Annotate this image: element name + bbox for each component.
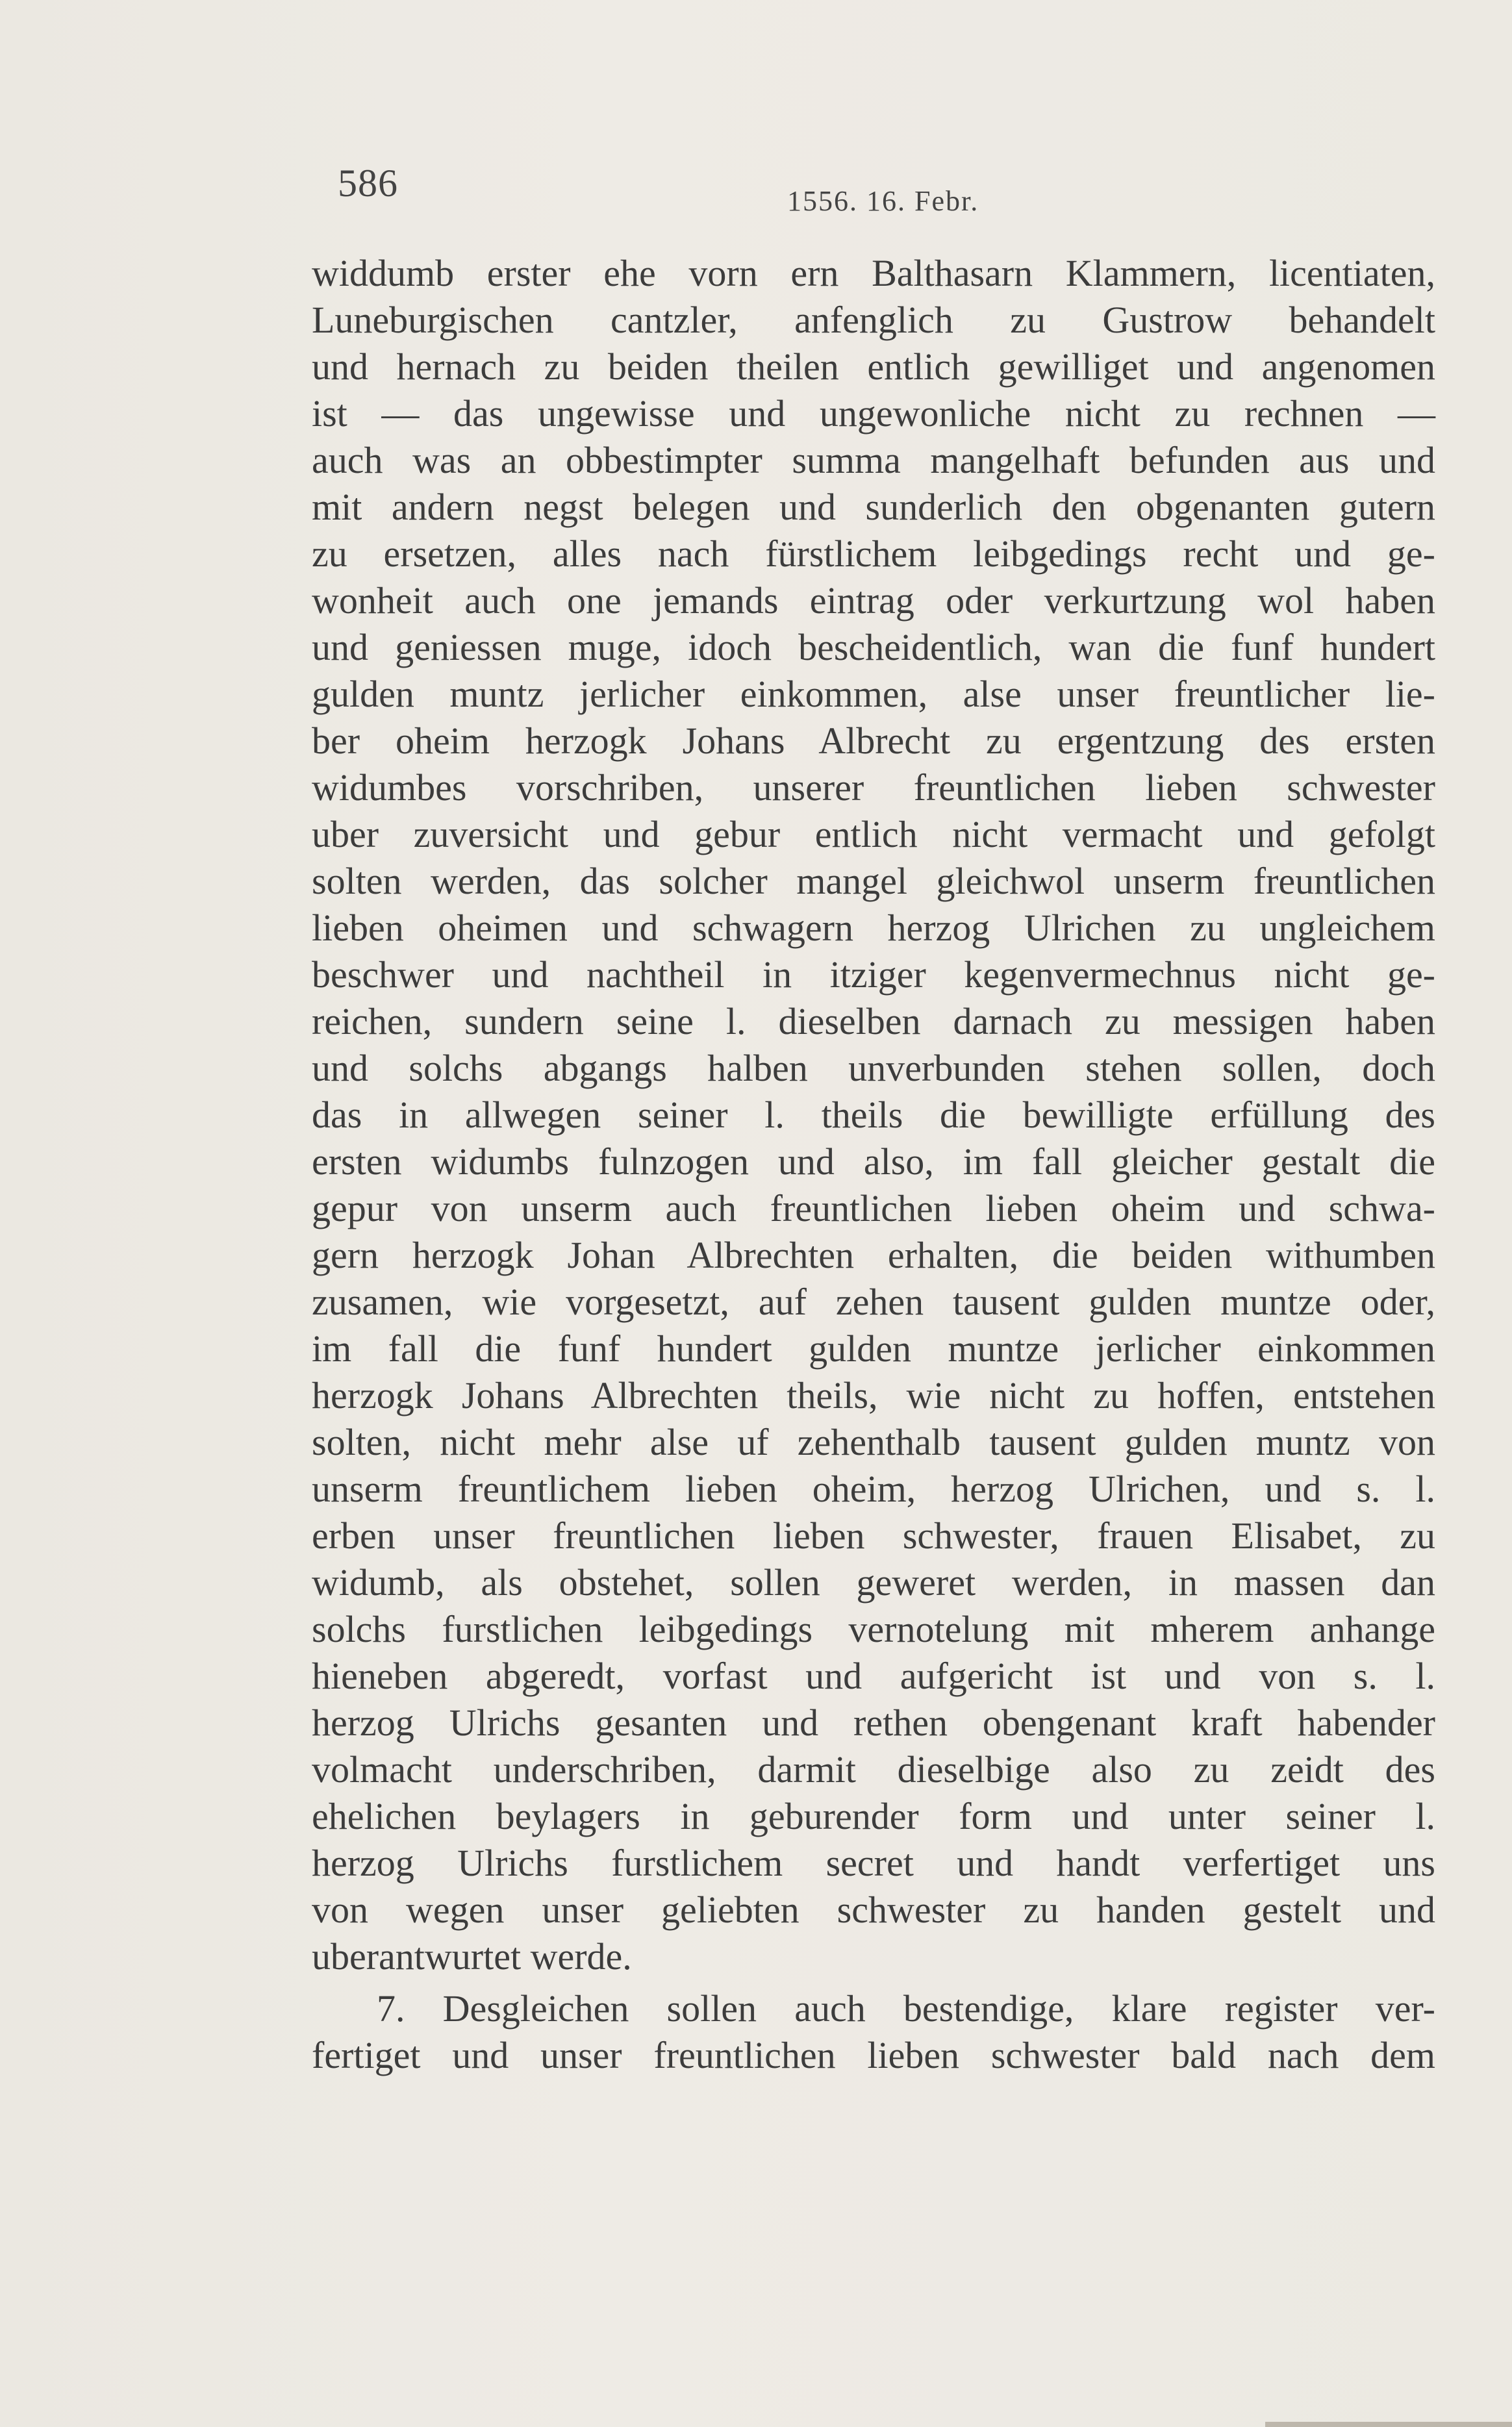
text-line: mit andern negst belegen und sunderlich den obgenanten gutern — [312, 486, 1435, 528]
text-line: widdumb erster ehe vorn ern Balthasarn Klammern, licentiaten, — [312, 252, 1435, 294]
text-line: und solchs abgangs halben unverbunden stehen sollen, doch — [312, 1047, 1435, 1089]
text-line: von wegen unser geliebten schwester zu handen gestelt und — [312, 1889, 1435, 1931]
text-line: beschwer und nachtheil in itziger kegenvermechnus nicht ge- — [312, 953, 1435, 996]
text-line: solten, nicht mehr alse uf zehenthalb tausent gulden muntz von — [312, 1421, 1435, 1463]
page-edge-shadow — [1265, 2422, 1512, 2427]
text-line: ersten widumbs fulnzogen und also, im fall gleicher gestalt die — [312, 1140, 1435, 1183]
text-line: herzog Ulrichs furstlichem secret und handt verfertiget uns — [312, 1842, 1435, 1884]
paragraph-start-line: 7. Desgleichen sollen auch bestendige, klare register ver- — [377, 1987, 1435, 2030]
text-line: lieben oheimen und schwagern herzog Ulrichen zu ungleichem — [312, 907, 1435, 949]
text-line: gern herzogk Johan Albrechten erhalten, die beiden withumben — [312, 1234, 1435, 1276]
text-line: im fall die funf hundert gulden muntze jerlicher einkommen — [312, 1327, 1435, 1370]
text-line: das in allwegen seiner l. theils die bewilligte erfüllung des — [312, 1094, 1435, 1136]
text-line: uberantwurtet werde. — [312, 1935, 632, 1978]
text-line: gepur von unserm auch freuntlichen lieben oheim und schwa- — [312, 1187, 1435, 1229]
text-line: ber oheim herzogk Johans Albrecht zu ergentzung des ersten — [312, 720, 1435, 762]
text-line: widumbes vorschriben, unserer freuntlichen lieben schwester — [312, 766, 1435, 809]
text-line: ist — das ungewisse und ungewonliche nicht zu rechnen — — [312, 392, 1435, 434]
page-number: 586 — [338, 162, 398, 205]
text-line: wonheit auch one jemands eintrag oder verkurtzung wol haben — [312, 579, 1435, 622]
text-line: zusamen, wie vorgesetzt, auf zehen tausent gulden muntze oder, — [312, 1281, 1435, 1323]
text-line: herzog Ulrichs gesanten und rethen obengenant kraft habender — [312, 1702, 1435, 1744]
running-head-date: 1556. 16. Febr. — [787, 185, 979, 217]
text-line: fertiget und unser freuntlichen lieben schwester bald nach dem — [312, 2034, 1435, 2076]
text-line: solchs furstlichen leibgedings vernotelung mit mherem anhange — [312, 1608, 1435, 1650]
text-line: auch was an obbestimpter summa mangelhaft befunden aus und — [312, 439, 1435, 481]
text-line: hieneben abgeredt, vorfast und aufgericht ist und von s. l. — [312, 1655, 1435, 1697]
text-line: und hernach zu beiden theilen entlich gewilliget und angenomen — [312, 346, 1435, 388]
text-line: widumb, als obstehet, sollen geweret werden, in massen dan — [312, 1561, 1435, 1603]
text-line: gulden muntz jerlicher einkommen, alse unser freuntlicher lie- — [312, 673, 1435, 715]
text-line: solten werden, das solcher mangel gleichwol unserm freuntlichen — [312, 860, 1435, 902]
text-line: Luneburgischen cantzler, anfenglich zu Gustrow behandelt — [312, 299, 1435, 341]
text-line: uber zuversicht und gebur entlich nicht vermacht und gefolgt — [312, 813, 1435, 855]
text-line: erben unser freuntlichen lieben schwester, frauen Elisabet, zu — [312, 1515, 1435, 1557]
text-line: ehelichen beylagers in geburender form und unter seiner l. — [312, 1795, 1435, 1837]
text-line: zu ersetzen, alles nach fürstlichem leibgedings recht und ge- — [312, 533, 1435, 575]
text-line: volmacht underschriben, darmit dieselbige also zu zeidt des — [312, 1748, 1435, 1791]
text-line: und geniessen muge, idoch bescheidentlich, wan die funf hundert — [312, 626, 1435, 668]
text-line: reichen, sundern seine l. dieselben darnach zu messigen haben — [312, 1000, 1435, 1042]
text-line: herzogk Johans Albrechten theils, wie nicht zu hoffen, entstehen — [312, 1374, 1435, 1416]
text-line: unserm freuntlichem lieben oheim, herzog Ulrichen, und s. l. — [312, 1468, 1435, 1510]
